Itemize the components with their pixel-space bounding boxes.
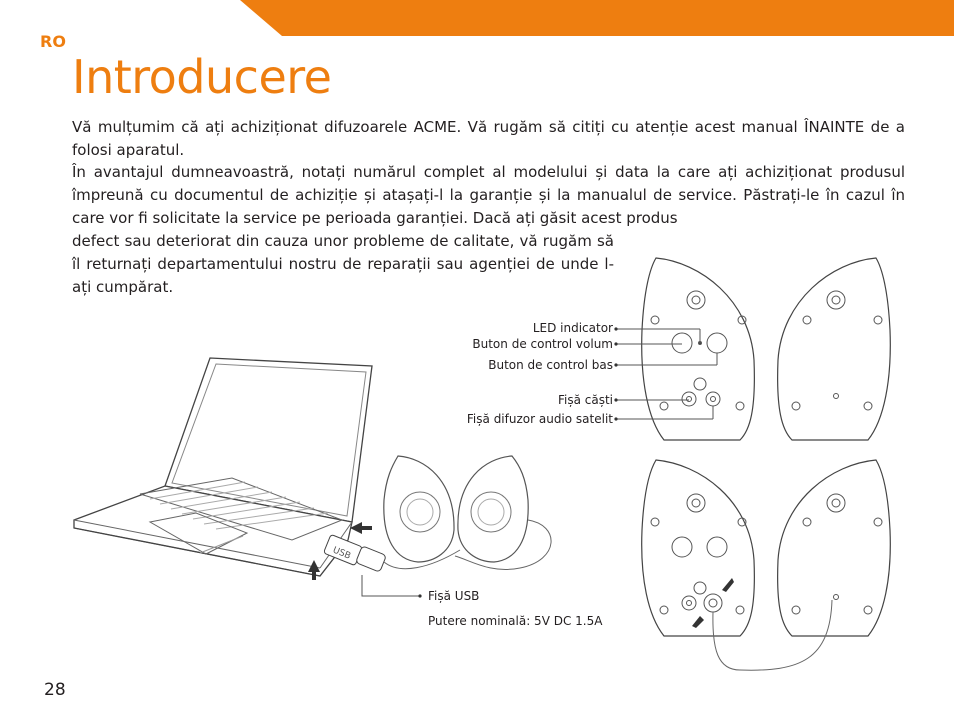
callout-headphone-jack: Fișă căști — [557, 393, 613, 407]
small-speakers-illustration — [362, 456, 551, 598]
page-number: 28 — [44, 680, 66, 700]
callout-satellite-jack: Fișă difuzor audio satelit — [466, 412, 613, 426]
callout-volume-button: Buton de control volum — [472, 337, 613, 351]
callout-bass-button: Buton de control bas — [488, 358, 613, 372]
intro-paragraph-3: defect sau deteriorat din cauza unor probleme de calitate, vă rugăm să îl returnați departamentului nostru de reparații sau agenției de unde l-ați cumpărat. — [72, 232, 614, 296]
speakers-back-view-top — [614, 258, 890, 440]
callout-led-indicator: LED indicator — [532, 321, 613, 335]
callout-power-rating: Putere nominală: 5V DC 1.5A — [428, 614, 603, 628]
intro-paragraph-1: Vă mulțumim că ați achiziționat difuzoarele ACME. Vă rugăm să citiți cu atenție acest manual ÎNAINTE de a folosi aparatul. — [72, 118, 905, 159]
language-code: RO — [40, 32, 66, 51]
page-title: Introducere — [72, 50, 332, 104]
speakers-back-view-bottom — [642, 460, 891, 670]
callout-usb-plug: Fișă USB — [428, 589, 480, 603]
intro-paragraph-2: În avantajul dumneavoastră, notați numărul complet al modelului și data la care ați achiziționat produsul împreună cu documentul de achiziție și atașați-l la garanție și la manualul de service. Păstrați-le în cazul în care vor fi solicitate la service pe perioada garanției. Dacă ați găsit acest produs — [72, 163, 905, 227]
svg-text:USB: USB — [331, 545, 352, 562]
